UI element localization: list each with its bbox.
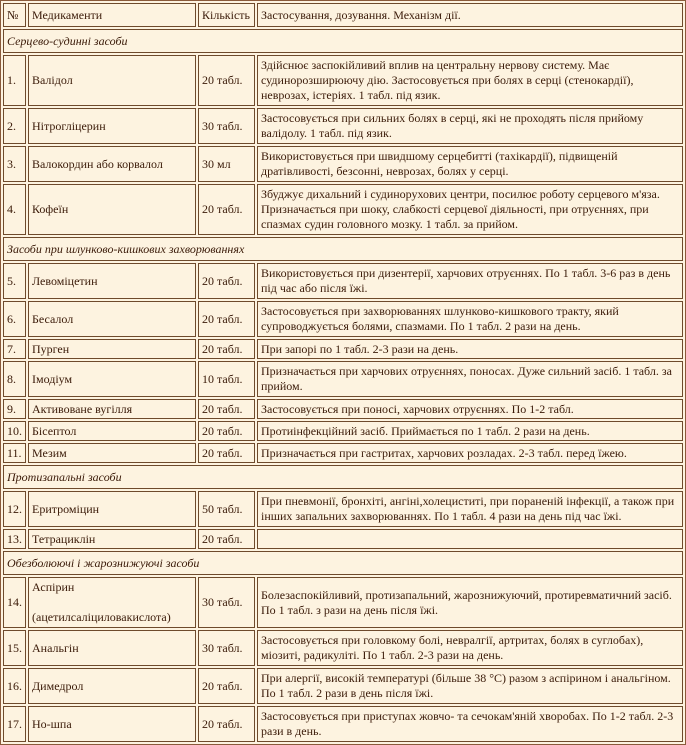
row-number: 2. [3,108,26,144]
row-number: 13. [3,529,26,549]
medicine-description: Використовується при дизентерії, харчових отруєннях. По 1 табл. 3-6 раз в день під час або після їжі. [257,263,683,299]
medicine-description: Болезаспокійливий, протизапальний, жарознижуючий, протиревматичний засіб. По 1 табл. з рази на день після їжі. [257,577,683,628]
header-medicines: Медикаменти [28,3,196,27]
medicine-name: Еритроміцин [28,491,196,527]
medicine-quantity: 20 табл. [198,668,255,704]
medicine-quantity: 20 табл. [198,443,255,463]
medicine-name: Но-шпа [28,706,196,742]
table-row [3,421,683,441]
medicine-quantity: 10 табл. [198,361,255,397]
medicine-quantity: 20 табл. [198,421,255,441]
medicine-name: Димедрол [28,668,196,704]
table-row [3,491,683,527]
table-row [3,399,683,419]
medicine-name: Мезим [28,443,196,463]
medicine-name: Анальгін [28,630,196,666]
table-row [3,184,683,235]
medicine-description: Застосовується при поносі, харчових отруєннях. По 1-2 табл. [257,399,683,419]
medicine-name: Бісептол [28,421,196,441]
medicine-name-detail: (ацетилсаліциловакислота) [32,610,171,624]
section-row [3,237,683,261]
row-number: 4. [3,184,26,235]
medicine-description: Застосовується при сильних болях в серці, які не проходять після прийому валідолу. 1 табл. під язик. [257,108,683,144]
row-number: 12. [3,491,26,527]
medicine-name-cell [28,577,196,628]
medicine-quantity: 20 табл. [198,529,255,549]
medicine-description: При пневмонії, бронхіті, ангіні,холециститі, при пораненій інфекції, а також при інших запальних захворюваннях. По 1 табл. 4 рази на день під час їжі. [257,491,683,527]
row-number: 11. [3,443,26,463]
medicine-quantity: 20 табл. [198,184,255,235]
medicine-name: Бесалол [28,301,196,337]
table-row [3,706,683,742]
section-row [3,551,683,575]
medicine-description: При запорі по 1 табл. 2-3 рази на день. [257,339,683,359]
row-number: 7. [3,339,26,359]
medicine-quantity: 20 табл. [198,339,255,359]
medicine-name: Кофеїн [28,184,196,235]
medicine-name: Аспірин [32,580,75,594]
row-number: 17. [3,706,26,742]
medicine-name: Імодіум [28,361,196,397]
section-row [3,465,683,489]
medicine-quantity: 20 табл. [198,399,255,419]
medicine-quantity: 20 табл. [198,301,255,337]
table-row [3,108,683,144]
table-row [3,263,683,299]
row-number: 1. [3,55,26,106]
table-row [3,146,683,182]
medicine-description: Призначається при гастритах, харчових розладах. 2-3 табл. перед їжею. [257,443,683,463]
medicine-quantity: 20 табл. [198,55,255,106]
medicine-description: Збуджує дихальний і судинорухових центри, посилює роботу серцевого м'яза. Призначається при шоку, слабкості серцевої діяльності, при отруєннях, при спазмах судин головного мозку. 1 табл. за прийом. [257,184,683,235]
section-title: Протизапальні засоби [3,465,683,489]
medicine-description: Застосовується при головкому болі, невралгії, артритах, болях в суглобах), міозиті, радикуліті. По 1 табл. 2-3 рази на день. [257,630,683,666]
medicine-name: Активоване вугілля [28,399,196,419]
medicine-description: Застосовується при приступах жовчо- та сечокам'яній хворобах. По 1-2 табл. 2-3 рази в день. [257,706,683,742]
medicine-name: Пурген [28,339,196,359]
medicine-name: Валокордин або корвалол [28,146,196,182]
table-row [3,361,683,397]
medicine-quantity: 30 мл [198,146,255,182]
row-number: 10. [3,421,26,441]
medicine-name: Левоміцетин [28,263,196,299]
header-number: № [3,3,26,27]
medicine-name: Валідол [28,55,196,106]
table-row [3,668,683,704]
medicine-quantity: 30 табл. [198,630,255,666]
header-quantity: Кількість [198,3,255,27]
row-number: 8. [3,361,26,397]
medicine-name: Тетрациклін [28,529,196,549]
row-number: 3. [3,146,26,182]
medicine-quantity: 30 табл. [198,577,255,628]
table-row [3,577,683,628]
row-number: 5. [3,263,26,299]
row-number: 16. [3,668,26,704]
table-row [3,630,683,666]
medicine-description [257,529,683,549]
header-usage: Застосування, дозування. Механізм дії. [257,3,683,27]
medicine-name: Нітрогліцерин [28,108,196,144]
section-title: Засоби при шлунково-кишкових захворюваннях [3,237,683,261]
medicine-quantity: 50 табл. [198,491,255,527]
medicine-description: Використовується при швидшому серцебитті (тахікардії), підвищеній дратівливості, безсонні, неврозах, болях у серці. [257,146,683,182]
medicine-description: Застосовується при захворюваннях шлунково-кишкового тракту, який супроводжується болями, спазмами. По 1 табл. 2 рази на день. [257,301,683,337]
table-header [3,3,683,27]
medicine-description: Призначається при харчових отруєннях, поносах. Дуже сильний засіб. 1 табл. за прийом. [257,361,683,397]
medicine-description: При алергії, високій температурі (більше 38 °C) разом з аспірином і анальгіном. По 1 табл. 2 рази в день після їжі. [257,668,683,704]
row-number: 15. [3,630,26,666]
section-title: Серцево-судинні засоби [3,29,683,53]
table-row [3,301,683,337]
table-row [3,529,683,549]
table-row [3,55,683,106]
row-number: 9. [3,399,26,419]
section-title: Обезболюючі і жарознижуючі засоби [3,551,683,575]
row-number: 6. [3,301,26,337]
section-row [3,29,683,53]
medicine-quantity: 20 табл. [198,263,255,299]
row-number: 14. [3,577,26,628]
medicine-quantity: 20 табл. [198,706,255,742]
medicine-description: Протиінфекційний засіб. Приймається по 1 табл. 2 рази на день. [257,421,683,441]
medicine-quantity: 30 табл. [198,108,255,144]
medicine-description: Здійснює заспокійливий вплив на центральну нервову систему. Має судинорозширюючу дію. Застосовується при болях в серці (стенокардії), неврозах, істеріях. 1 табл. під язик. [257,55,683,106]
table-row [3,339,683,359]
table-row [3,443,683,463]
